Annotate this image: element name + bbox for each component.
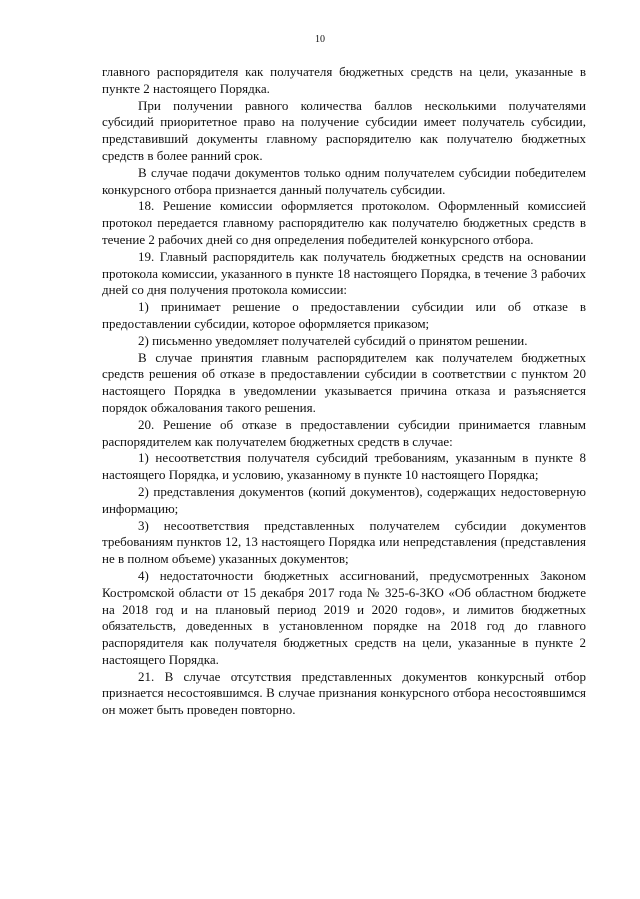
- paragraph-item-21: 21. В случае отсутствия представленных документов конкурсный отбор признается несостоявшимся. В случае признания конкурсного отбора несостоявшимся он может быть проведен повторно.: [102, 668, 586, 718]
- paragraph-item-20-1: 1) несоответствия получателя субсидий требованиям, указанным в пункте 8 настоящего Порядка, и условию, указанному в пункте 10 настоящего Порядка;: [102, 450, 586, 483]
- paragraph-continuation: главного распорядителя как получателя бюджетных средств на цели, указанные в пункте 2 настоящего Порядка.: [102, 64, 586, 96]
- paragraph-item-19-2: 2) письменно уведомляет получателей субсидий о принятом решении.: [138, 332, 528, 348]
- paragraph-item-19: 19. Главный распорядитель как получатель бюджетных средств на основании протокола комиссии, указанного в пункте 18 настоящего Порядка, в течение 3 рабочих дней со дня получения протокола комиссии:: [102, 248, 586, 298]
- paragraph-item-19-1: 1) принимает решение о предоставлении субсидии или об отказе в предоставлении субсидии, которое оформляется приказом;: [102, 299, 586, 331]
- paragraph-item-20-2: 2) представления документов (копий документов), содержащих недостоверную информацию;: [102, 483, 586, 516]
- paragraph-single-applicant: В случае подачи документов только одним получателем субсидии победителем конкурсного отбора признается данный получатель субсидии.: [102, 164, 586, 197]
- paragraph-item-20-3: 3) несоответствия представленных получателем субсидии документов требованиям пунктов 12, 13 настоящего Порядка или непредставления (представления не в полном объеме) указанных документов;: [102, 517, 586, 567]
- paragraph-item-20-4: 4) недостаточности бюджетных ассигнований, предусмотренных Законом Костромской области от 15 декабря 2017 года № 325-6-ЗКО «Об областном бюджете на 2018 год и на плановый период 2019 и 2020 годов», и лимитов бюджетных обязательств, доведенных в установленном порядке на 2018 год до главного распорядителя как получателя бюджетных средств на цели, указанные в пункте 2 настоящего Порядка.: [102, 567, 586, 667]
- paragraph-refusal-notice: В случае принятия главным распорядителем как получателем бюджетных средств решения об отказе в предоставлении субсидии в соответствии с пунктом 20 настоящего Порядка в уведомлении указывается причина отказа и разъясняется порядок обжалования такого решения.: [102, 349, 586, 415]
- paragraph-item-20: 20. Решение об отказе в предоставлении субсидии принимается главным распорядителем как получателем бюджетных средств в случае:: [102, 416, 586, 449]
- page-number: 10: [315, 34, 325, 45]
- paragraph-equal-scores: При получении равного количества баллов несколькими получателями субсидий приоритетное право на получение субсидии имеет получатель субсидии, представивший документы главному распорядителю как получателю бюджетных средств в более ранний срок.: [102, 97, 586, 163]
- paragraph-item-18: 18. Решение комиссии оформляется протоколом. Оформленный комиссией протокол передается главному распорядителю как получателю бюджетных средств в течение 2 рабочих дней со дня определения победителей конкурсного отбора.: [102, 198, 586, 247]
- document-body: [102, 64, 586, 719]
